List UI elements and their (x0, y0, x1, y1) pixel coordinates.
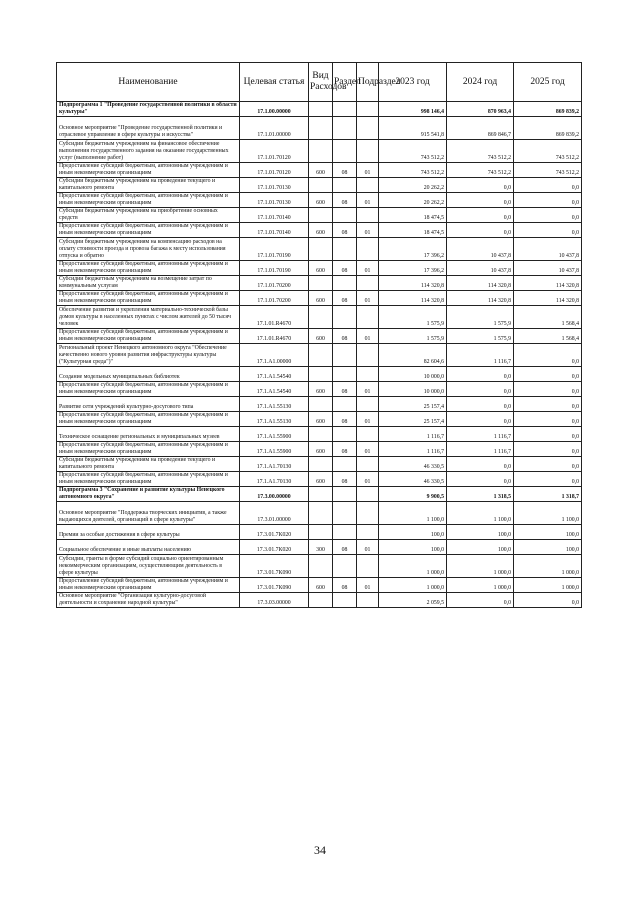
cell-2024: 0,0 (447, 412, 514, 427)
cell-exp-type (309, 178, 333, 193)
cell-target: 17.3.00.00000 (240, 487, 309, 502)
cell-section (333, 555, 357, 578)
cell-exp-type (309, 427, 333, 442)
table-row (57, 555, 582, 578)
cell-target: 17.1.А1.55900 (240, 427, 309, 442)
header-2025: 2025 год (514, 63, 582, 102)
table-row (57, 163, 582, 178)
table-row (57, 578, 582, 593)
cell-2023: 10 000,0 (379, 367, 447, 382)
cell-2024: 0,0 (447, 367, 514, 382)
cell-2024: 743 512,2 (447, 140, 514, 163)
cell-2025: 100,0 (514, 525, 582, 540)
cell-2023: 1 116,7 (379, 442, 447, 457)
cell-2025: 0,0 (514, 427, 582, 442)
cell-2025: 100,0 (514, 540, 582, 555)
cell-section (333, 117, 357, 140)
cell-name: Социальное обеспечение и иные выплаты населению (57, 540, 240, 555)
cell-target: 17.1.01.70190 (240, 261, 309, 276)
cell-name: Субсидии бюджетным учреждениям на проведение текущего и капитального ремонта (57, 178, 240, 193)
cell-section: 08 (333, 261, 357, 276)
cell-subsection (357, 208, 379, 223)
cell-2024: 0,0 (447, 208, 514, 223)
cell-target: 17.1.01.70130 (240, 178, 309, 193)
cell-2025: 1 000,0 (514, 578, 582, 593)
cell-section (333, 276, 357, 291)
cell-exp-type (309, 140, 333, 163)
table-row (57, 208, 582, 223)
cell-section (333, 344, 357, 367)
header-target: Целевая статья (240, 63, 309, 102)
cell-2025: 743 512,2 (514, 163, 582, 178)
cell-name: Субсидии бюджетным учреждениям на проведение текущего и капитального ремонта (57, 457, 240, 472)
table-row (57, 367, 582, 382)
cell-subsection: 01 (357, 163, 379, 178)
header-name: Наименование (57, 63, 240, 102)
table-row (57, 442, 582, 457)
cell-2023: 18 474,5 (379, 223, 447, 238)
cell-2025: 114 320,8 (514, 276, 582, 291)
cell-2024: 1 575,9 (447, 329, 514, 344)
cell-2023: 17 396,2 (379, 261, 447, 276)
table-row (57, 593, 582, 608)
table-body (57, 102, 582, 608)
cell-name: Предоставление субсидий бюджетным, автономным учреждениям и иным некоммерческим организациям (57, 578, 240, 593)
cell-subsection (357, 102, 379, 117)
table-row (57, 397, 582, 412)
cell-exp-type (309, 367, 333, 382)
cell-exp-type: 600 (309, 261, 333, 276)
cell-2025: 1 318,7 (514, 487, 582, 502)
cell-section: 08 (333, 578, 357, 593)
cell-2024: 1 116,7 (447, 427, 514, 442)
cell-2024: 1 000,0 (447, 578, 514, 593)
cell-section (333, 102, 357, 117)
cell-name: Субсидии бюджетным учреждениям на финансовое обеспечение выполнения государственного задания на оказание государственных услуг (выполнение работ) (57, 140, 240, 163)
cell-subsection: 01 (357, 442, 379, 457)
table-row (57, 412, 582, 427)
cell-2025: 869 839,2 (514, 117, 582, 140)
cell-target: 17.1.01.70200 (240, 291, 309, 306)
cell-subsection (357, 140, 379, 163)
cell-2023: 25 157,4 (379, 397, 447, 412)
cell-target: 17.1.А1.55900 (240, 442, 309, 457)
cell-target: 17.1.А1.54540 (240, 382, 309, 397)
cell-2024: 114 320,8 (447, 291, 514, 306)
cell-target: 17.1.А1.70130 (240, 472, 309, 487)
cell-exp-type: 600 (309, 291, 333, 306)
cell-2024: 0,0 (447, 382, 514, 397)
cell-section (333, 397, 357, 412)
cell-2025: 0,0 (514, 472, 582, 487)
cell-2024: 1 100,0 (447, 502, 514, 525)
cell-section (333, 140, 357, 163)
table-row (57, 102, 582, 117)
cell-name: Предоставление субсидий бюджетным, автономным учреждениям и иным некоммерческим организациям (57, 223, 240, 238)
cell-2023: 1 000,0 (379, 578, 447, 593)
cell-name: Техническое оснащение региональных и муниципальных музеев (57, 427, 240, 442)
cell-subsection: 01 (357, 472, 379, 487)
table-row (57, 276, 582, 291)
cell-2025: 10 437,8 (514, 238, 582, 261)
cell-2025: 0,0 (514, 193, 582, 208)
table-row (57, 140, 582, 163)
cell-exp-type (309, 276, 333, 291)
cell-exp-type (309, 593, 333, 608)
cell-target: 17.1.01.70140 (240, 223, 309, 238)
cell-name: Предоставление субсидий бюджетным, автономным учреждениям и иным некоммерческим организациям (57, 193, 240, 208)
cell-target: 17.1.01.70190 (240, 238, 309, 261)
cell-subsection (357, 487, 379, 502)
cell-2024: 0,0 (447, 472, 514, 487)
cell-subsection: 01 (357, 193, 379, 208)
cell-2024: 0,0 (447, 178, 514, 193)
cell-2024: 0,0 (447, 223, 514, 238)
cell-exp-type (309, 306, 333, 329)
cell-2023: 114 320,8 (379, 276, 447, 291)
cell-2023: 82 604,6 (379, 344, 447, 367)
table-row (57, 502, 582, 525)
cell-subsection (357, 238, 379, 261)
cell-2025: 0,0 (514, 178, 582, 193)
table-row (57, 382, 582, 397)
cell-exp-type: 600 (309, 442, 333, 457)
cell-section (333, 427, 357, 442)
table-row (57, 487, 582, 502)
cell-target: 17.1.00.00000 (240, 102, 309, 117)
table-row (57, 306, 582, 329)
cell-2024: 1 116,7 (447, 442, 514, 457)
cell-2024: 1 116,7 (447, 344, 514, 367)
cell-name: Подпрограмма 3 "Сохранение и развитие культуры Ненецкого автономного округа" (57, 487, 240, 502)
cell-exp-type (309, 525, 333, 540)
cell-target: 17.3.01.7К090 (240, 555, 309, 578)
cell-name: Предоставление субсидий бюджетным, автономным учреждениям и иным некоммерческим организациям (57, 163, 240, 178)
table-row (57, 427, 582, 442)
cell-2023: 25 157,4 (379, 412, 447, 427)
cell-name: Субсидии бюджетным учреждениям на приобретение основных средств (57, 208, 240, 223)
cell-name: Предоставление субсидий бюджетным, автономным учреждениям и иным некоммерческим организациям (57, 329, 240, 344)
cell-section (333, 502, 357, 525)
cell-subsection (357, 525, 379, 540)
cell-section: 08 (333, 412, 357, 427)
cell-name: Обеспечение развития и укрепления материально-технической базы домов культуры в населенных пунктах с числом жителей до 50 тысяч человек (57, 306, 240, 329)
cell-section: 08 (333, 472, 357, 487)
table-row (57, 238, 582, 261)
cell-2023: 46 330,5 (379, 457, 447, 472)
cell-subsection: 01 (357, 261, 379, 276)
cell-2025: 1 568,4 (514, 329, 582, 344)
cell-name: Субсидии бюджетным учреждениям на компенсацию расходов на оплату стоимости проезда и провоза багажа к месту использования отпуска и обратно (57, 238, 240, 261)
cell-2024: 0,0 (447, 397, 514, 412)
cell-subsection: 01 (357, 540, 379, 555)
cell-name: Предоставление субсидий бюджетным, автономным учреждениям и иным некоммерческим организациям (57, 412, 240, 427)
cell-subsection (357, 178, 379, 193)
cell-subsection (357, 427, 379, 442)
cell-2024: 1 000,0 (447, 555, 514, 578)
cell-2024: 869 846,7 (447, 117, 514, 140)
cell-2024: 100,0 (447, 540, 514, 555)
cell-2025: 114 320,8 (514, 291, 582, 306)
table-row (57, 193, 582, 208)
cell-2025: 743 512,2 (514, 140, 582, 163)
cell-2023: 20 262,2 (379, 193, 447, 208)
header-exp-type: Вид Расходов (309, 63, 333, 102)
header-2024: 2024 год (447, 63, 514, 102)
cell-target: 17.1.01.70200 (240, 276, 309, 291)
cell-target: 17.1.01.R4670 (240, 306, 309, 329)
header-subsection: Подраздел (357, 63, 379, 102)
table-row (57, 117, 582, 140)
cell-name: Подпрограмма 1 "Проведение государственной политики в области культуры" (57, 102, 240, 117)
table-row (57, 525, 582, 540)
cell-exp-type (309, 208, 333, 223)
cell-name: Предоставление субсидий бюджетным, автономным учреждениям и иным некоммерческим организациям (57, 261, 240, 276)
cell-section: 08 (333, 382, 357, 397)
cell-target: 17.3.03.00000 (240, 593, 309, 608)
cell-exp-type (309, 487, 333, 502)
cell-2025: 0,0 (514, 593, 582, 608)
header-2023: 2023 год (379, 63, 447, 102)
cell-subsection: 01 (357, 329, 379, 344)
cell-section (333, 306, 357, 329)
table-row (57, 457, 582, 472)
cell-2024: 1 575,9 (447, 306, 514, 329)
cell-name: Основное мероприятие "Проведение государственной политики и отраслевое управление в сфере культуры и искусства" (57, 117, 240, 140)
cell-2025: 0,0 (514, 412, 582, 427)
cell-section (333, 525, 357, 540)
table-row (57, 329, 582, 344)
cell-subsection (357, 367, 379, 382)
cell-name: Премии за особые достижения в сфере культуры (57, 525, 240, 540)
cell-exp-type: 600 (309, 578, 333, 593)
cell-exp-type (309, 344, 333, 367)
cell-2023: 1 116,7 (379, 427, 447, 442)
cell-name: Региональный проект Ненецкого автономного округа "Обеспечение качественно нового уровня развития инфраструктуры культуры ("Культурная среда")" (57, 344, 240, 367)
cell-2024: 1 318,5 (447, 487, 514, 502)
cell-2023: 1 100,0 (379, 502, 447, 525)
cell-2023: 46 330,5 (379, 472, 447, 487)
cell-2025: 1 000,0 (514, 555, 582, 578)
cell-2023: 743 512,2 (379, 140, 447, 163)
cell-exp-type (309, 457, 333, 472)
table-row (57, 223, 582, 238)
budget-table (56, 62, 582, 608)
cell-2025: 0,0 (514, 367, 582, 382)
cell-2024: 10 437,8 (447, 238, 514, 261)
cell-target: 17.1.А1.70130 (240, 457, 309, 472)
cell-2025: 869 839,2 (514, 102, 582, 117)
cell-2025: 0,0 (514, 397, 582, 412)
cell-exp-type (309, 502, 333, 525)
table-row (57, 291, 582, 306)
cell-2023: 2 059,5 (379, 593, 447, 608)
cell-section (333, 367, 357, 382)
cell-section (333, 593, 357, 608)
cell-2025: 0,0 (514, 208, 582, 223)
cell-target: 17.1.01.70140 (240, 208, 309, 223)
cell-2023: 1 575,9 (379, 329, 447, 344)
cell-2023: 100,0 (379, 540, 447, 555)
cell-2023: 743 512,2 (379, 163, 447, 178)
cell-2024: 10 437,8 (447, 261, 514, 276)
cell-name: Субсидии бюджетным учреждениям на возмещение затрат по коммунальным услугам (57, 276, 240, 291)
cell-name: Предоставление субсидий бюджетным, автономным учреждениям и иным некоммерческим организациям (57, 472, 240, 487)
table-row (57, 178, 582, 193)
cell-2023: 1 575,9 (379, 306, 447, 329)
cell-target: 17.1.01.70120 (240, 163, 309, 178)
cell-2024: 0,0 (447, 457, 514, 472)
cell-exp-type: 600 (309, 223, 333, 238)
cell-2024: 743 512,2 (447, 163, 514, 178)
cell-2023: 10 000,0 (379, 382, 447, 397)
cell-2025: 0,0 (514, 382, 582, 397)
cell-subsection (357, 502, 379, 525)
cell-name: Развитие сети учреждений культурно-досугового типа (57, 397, 240, 412)
cell-2023: 9 900,5 (379, 487, 447, 502)
cell-2025: 0,0 (514, 223, 582, 238)
cell-2024: 0,0 (447, 593, 514, 608)
cell-subsection: 01 (357, 382, 379, 397)
cell-exp-type (309, 102, 333, 117)
cell-exp-type: 300 (309, 540, 333, 555)
cell-subsection (357, 276, 379, 291)
cell-name: Субсидии, гранты в форме субсидий социально ориентированным некоммерческим организациям, осуществляющим деятельность в сфере культуры (57, 555, 240, 578)
cell-subsection (357, 593, 379, 608)
cell-section (333, 178, 357, 193)
table-header-row (57, 63, 582, 102)
cell-2024: 114 320,8 (447, 276, 514, 291)
cell-target: 17.3.01.7К020 (240, 540, 309, 555)
cell-2025: 10 437,8 (514, 261, 582, 276)
cell-name: Предоставление субсидий бюджетным, автономным учреждениям и иным некоммерческим организациям (57, 442, 240, 457)
cell-exp-type (309, 117, 333, 140)
cell-2025: 0,0 (514, 457, 582, 472)
cell-2023: 18 474,5 (379, 208, 447, 223)
page-number: 34 (314, 843, 326, 857)
cell-section: 08 (333, 193, 357, 208)
cell-subsection (357, 117, 379, 140)
cell-target: 17.3.01.7К090 (240, 578, 309, 593)
cell-subsection: 01 (357, 578, 379, 593)
cell-exp-type: 600 (309, 163, 333, 178)
cell-name: Предоставление субсидий бюджетным, автономным учреждениям и иным некоммерческим организациям (57, 291, 240, 306)
header-section: Раздел (333, 63, 357, 102)
table-row (57, 540, 582, 555)
cell-target: 17.1.А1.55130 (240, 397, 309, 412)
cell-target: 17.1.01.R4670 (240, 329, 309, 344)
table-row (57, 261, 582, 276)
cell-exp-type: 600 (309, 412, 333, 427)
cell-subsection (357, 306, 379, 329)
cell-2024: 100,0 (447, 525, 514, 540)
cell-2023: 20 262,2 (379, 178, 447, 193)
cell-2023: 998 146,4 (379, 102, 447, 117)
cell-exp-type: 600 (309, 382, 333, 397)
cell-name: Создание модельных муниципальных библиотек (57, 367, 240, 382)
cell-section (333, 208, 357, 223)
cell-section (333, 238, 357, 261)
cell-2025: 0,0 (514, 442, 582, 457)
cell-section: 08 (333, 442, 357, 457)
cell-exp-type: 600 (309, 193, 333, 208)
cell-subsection (357, 397, 379, 412)
cell-name: Основное мероприятие "Организация культурно-досуговой деятельности и сохранение народной культуры" (57, 593, 240, 608)
table-row (57, 344, 582, 367)
cell-section: 08 (333, 291, 357, 306)
cell-exp-type (309, 238, 333, 261)
cell-target: 17.1.А1.54540 (240, 367, 309, 382)
cell-name: Основное мероприятие "Поддержка творческих инициатив, а также выдающихся деятелей, организаций в сфере культуры" (57, 502, 240, 525)
cell-2025: 1 100,0 (514, 502, 582, 525)
cell-section (333, 487, 357, 502)
cell-target: 17.1.А1.00000 (240, 344, 309, 367)
cell-target: 17.3.01.7К020 (240, 525, 309, 540)
cell-2023: 1 000,0 (379, 555, 447, 578)
cell-subsection: 01 (357, 412, 379, 427)
cell-exp-type (309, 555, 333, 578)
cell-exp-type: 600 (309, 472, 333, 487)
cell-target: 17.3.01.00000 (240, 502, 309, 525)
cell-target: 17.1.01.00000 (240, 117, 309, 140)
cell-2023: 17 396,2 (379, 238, 447, 261)
cell-2023: 100,0 (379, 525, 447, 540)
cell-subsection (357, 344, 379, 367)
cell-exp-type (309, 397, 333, 412)
cell-target: 17.1.01.70120 (240, 140, 309, 163)
cell-exp-type: 600 (309, 329, 333, 344)
cell-2025: 1 568,4 (514, 306, 582, 329)
cell-subsection: 01 (357, 223, 379, 238)
cell-section: 08 (333, 540, 357, 555)
cell-subsection (357, 555, 379, 578)
cell-subsection (357, 457, 379, 472)
cell-section (333, 457, 357, 472)
cell-2024: 870 963,4 (447, 102, 514, 117)
table-row (57, 472, 582, 487)
cell-2023: 915 541,8 (379, 117, 447, 140)
cell-subsection: 01 (357, 291, 379, 306)
cell-target: 17.1.01.70130 (240, 193, 309, 208)
cell-section: 08 (333, 163, 357, 178)
cell-2024: 0,0 (447, 193, 514, 208)
cell-2023: 114 320,8 (379, 291, 447, 306)
cell-section: 08 (333, 223, 357, 238)
cell-section: 08 (333, 329, 357, 344)
cell-2025: 0,0 (514, 344, 582, 367)
cell-target: 17.1.А1.55130 (240, 412, 309, 427)
cell-name: Предоставление субсидий бюджетным, автономным учреждениям и иным некоммерческим организациям (57, 382, 240, 397)
